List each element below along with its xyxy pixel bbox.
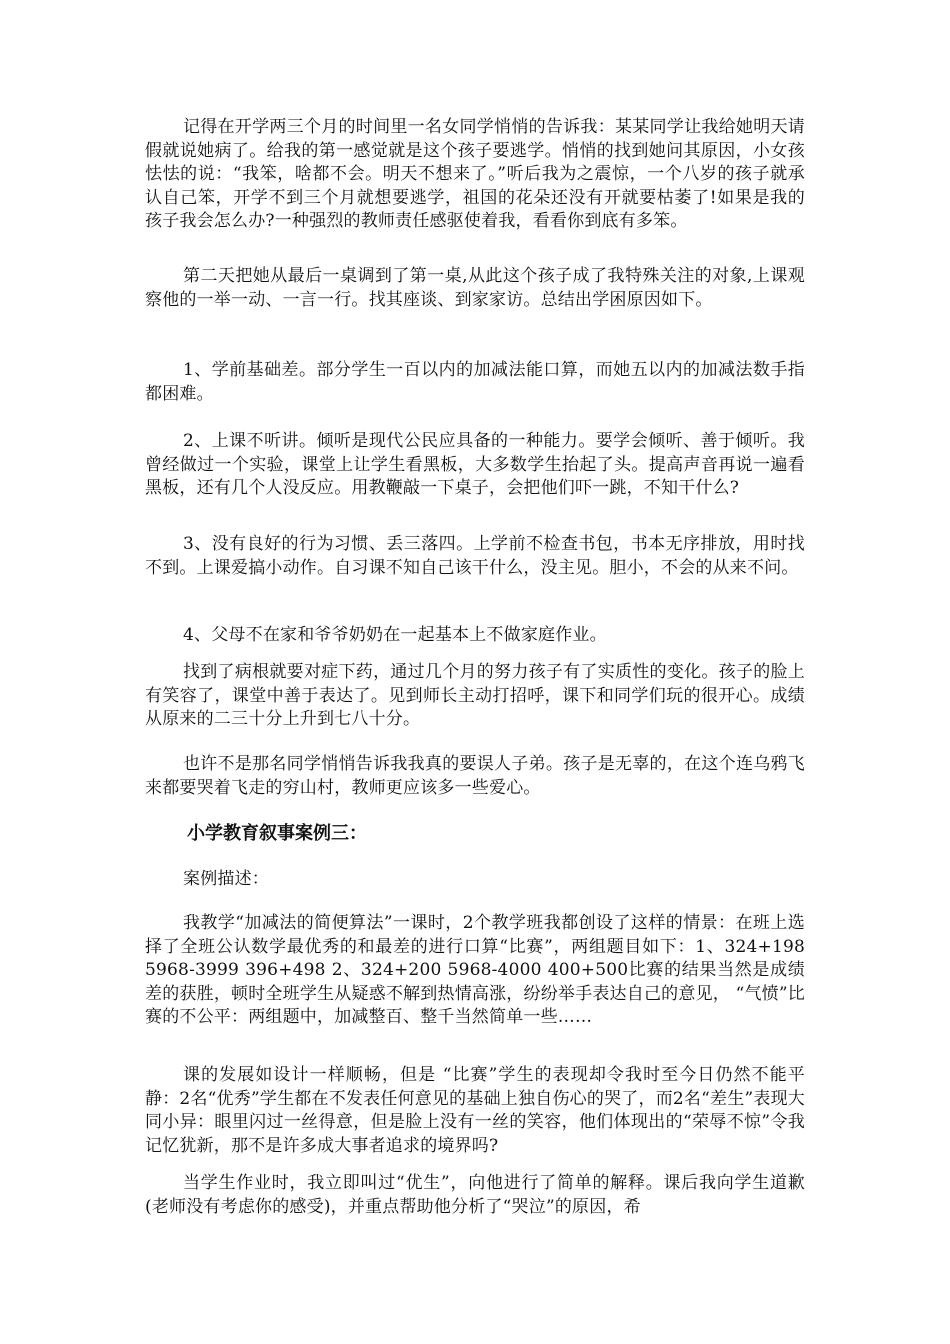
paragraph-case-description: 案例描述： bbox=[183, 869, 269, 889]
section-heading: 小学教育叙事案例三： bbox=[187, 823, 367, 844]
paragraph-4: 2、上课不听讲。倾听是现代公民应具备的一种能力。要学会倾听、善于倾听。我曾经做过一个实验，课堂上让学生看黑板，大多数学生抬起了头。提高声音再说一遍看黑板，还有几个人没反应。用教鞭敲一下桌子，会把他们吓一跳，不知干什么? bbox=[145, 431, 805, 498]
paragraph-6: 4、父母不在家和爷爷奶奶在一起基本上不做家庭作业。 bbox=[183, 625, 607, 645]
paragraph-9: 我教学“加减法的简便算法”一课时，2个教学班我都创设了这样的情景：在班上选择了全班公认数学最优秀的和最差的进行口算“比赛”，两组题目如下：1、324+198 5968-3999 396+498 2、324+200 5968-4000 400+500比赛的结果当然是成绩差的获胜，顿时全班学生从疑惑不解到热情高涨，纷纷举手表达自己的意见， “气愤”比赛的不公平：两组题中，加减整百、整千当然简单一些…… bbox=[145, 913, 805, 1027]
paragraph-11: 当学生作业时，我立即叫过“优生”，向他进行了简单的解释。课后我向学生道歉(老师没有考虑你的感受)，并重点帮助他分析了“哭泣”的原因，希 bbox=[145, 1173, 805, 1217]
paragraph-7: 找到了病根就要对症下药，通过几个月的努力孩子有了实质性的变化。孩子的脸上有笑容了，课堂中善于表达了。见到师长主动打招呼，课下和同学们玩的很开心。成绩从原来的二三十分上升到七八十分。 bbox=[145, 662, 805, 729]
paragraph-10: 课的发展如设计一样顺畅，但是 “比赛”学生的表现却令我时至今日仍然不能平静：2名“优秀”学生都在不发表任何意见的基础上独自伤心的哭了，而2名“差生”表现大同小异：眼里闪过一丝得意，但是脸上没有一丝的笑容，他们体现出的“荣辱不惊”令我记忆犹新，那不是许多成大事者追求的境界吗? bbox=[145, 1065, 805, 1156]
paragraph-1: 记得在开学两三个月的时间里一名女同学悄悄的告诉我：某某同学让我给她明天请假就说她病了。给我的第一感觉就是这个孩子要逃学。悄悄的找到她问其原因，小女孩怯怯的说：“我笨，啥都不会。明天不想来了。”听后我为之震惊，一个八岁的孩子就承认自己笨，开学不到三个月就想要逃学，祖国的花朵还没有开就要枯萎了!如果是我的孩子我会怎么办?一种强烈的教师责任感驱使着我，看看你到底有多笨。 bbox=[145, 117, 805, 231]
paragraph-2: 第二天把她从最后一桌调到了第一桌,从此这个孩子成了我特殊关注的对象,上课观察他的一举一动、一言一行。找其座谈、到家家访。总结出学困原因如下。 bbox=[145, 266, 805, 310]
paragraph-5: 3、没有良好的行为习惯、丢三落四。上学前不检查书包，书本无序排放，用时找不到。上课爱搞小动作。自习课不知自己该干什么，没主见。胆小，不会的从来不问。 bbox=[145, 534, 805, 578]
paragraph-3: 1、学前基础差。部分学生一百以内的加减法能口算，而她五以内的加减法数手指都困难。 bbox=[145, 360, 805, 404]
paragraph-8: 也许不是那名同学悄悄告诉我我真的要误人子弟。孩子是无辜的，在这个连乌鸦飞来都要哭着飞走的穷山村，教师更应该多一些爱心。 bbox=[145, 754, 805, 798]
